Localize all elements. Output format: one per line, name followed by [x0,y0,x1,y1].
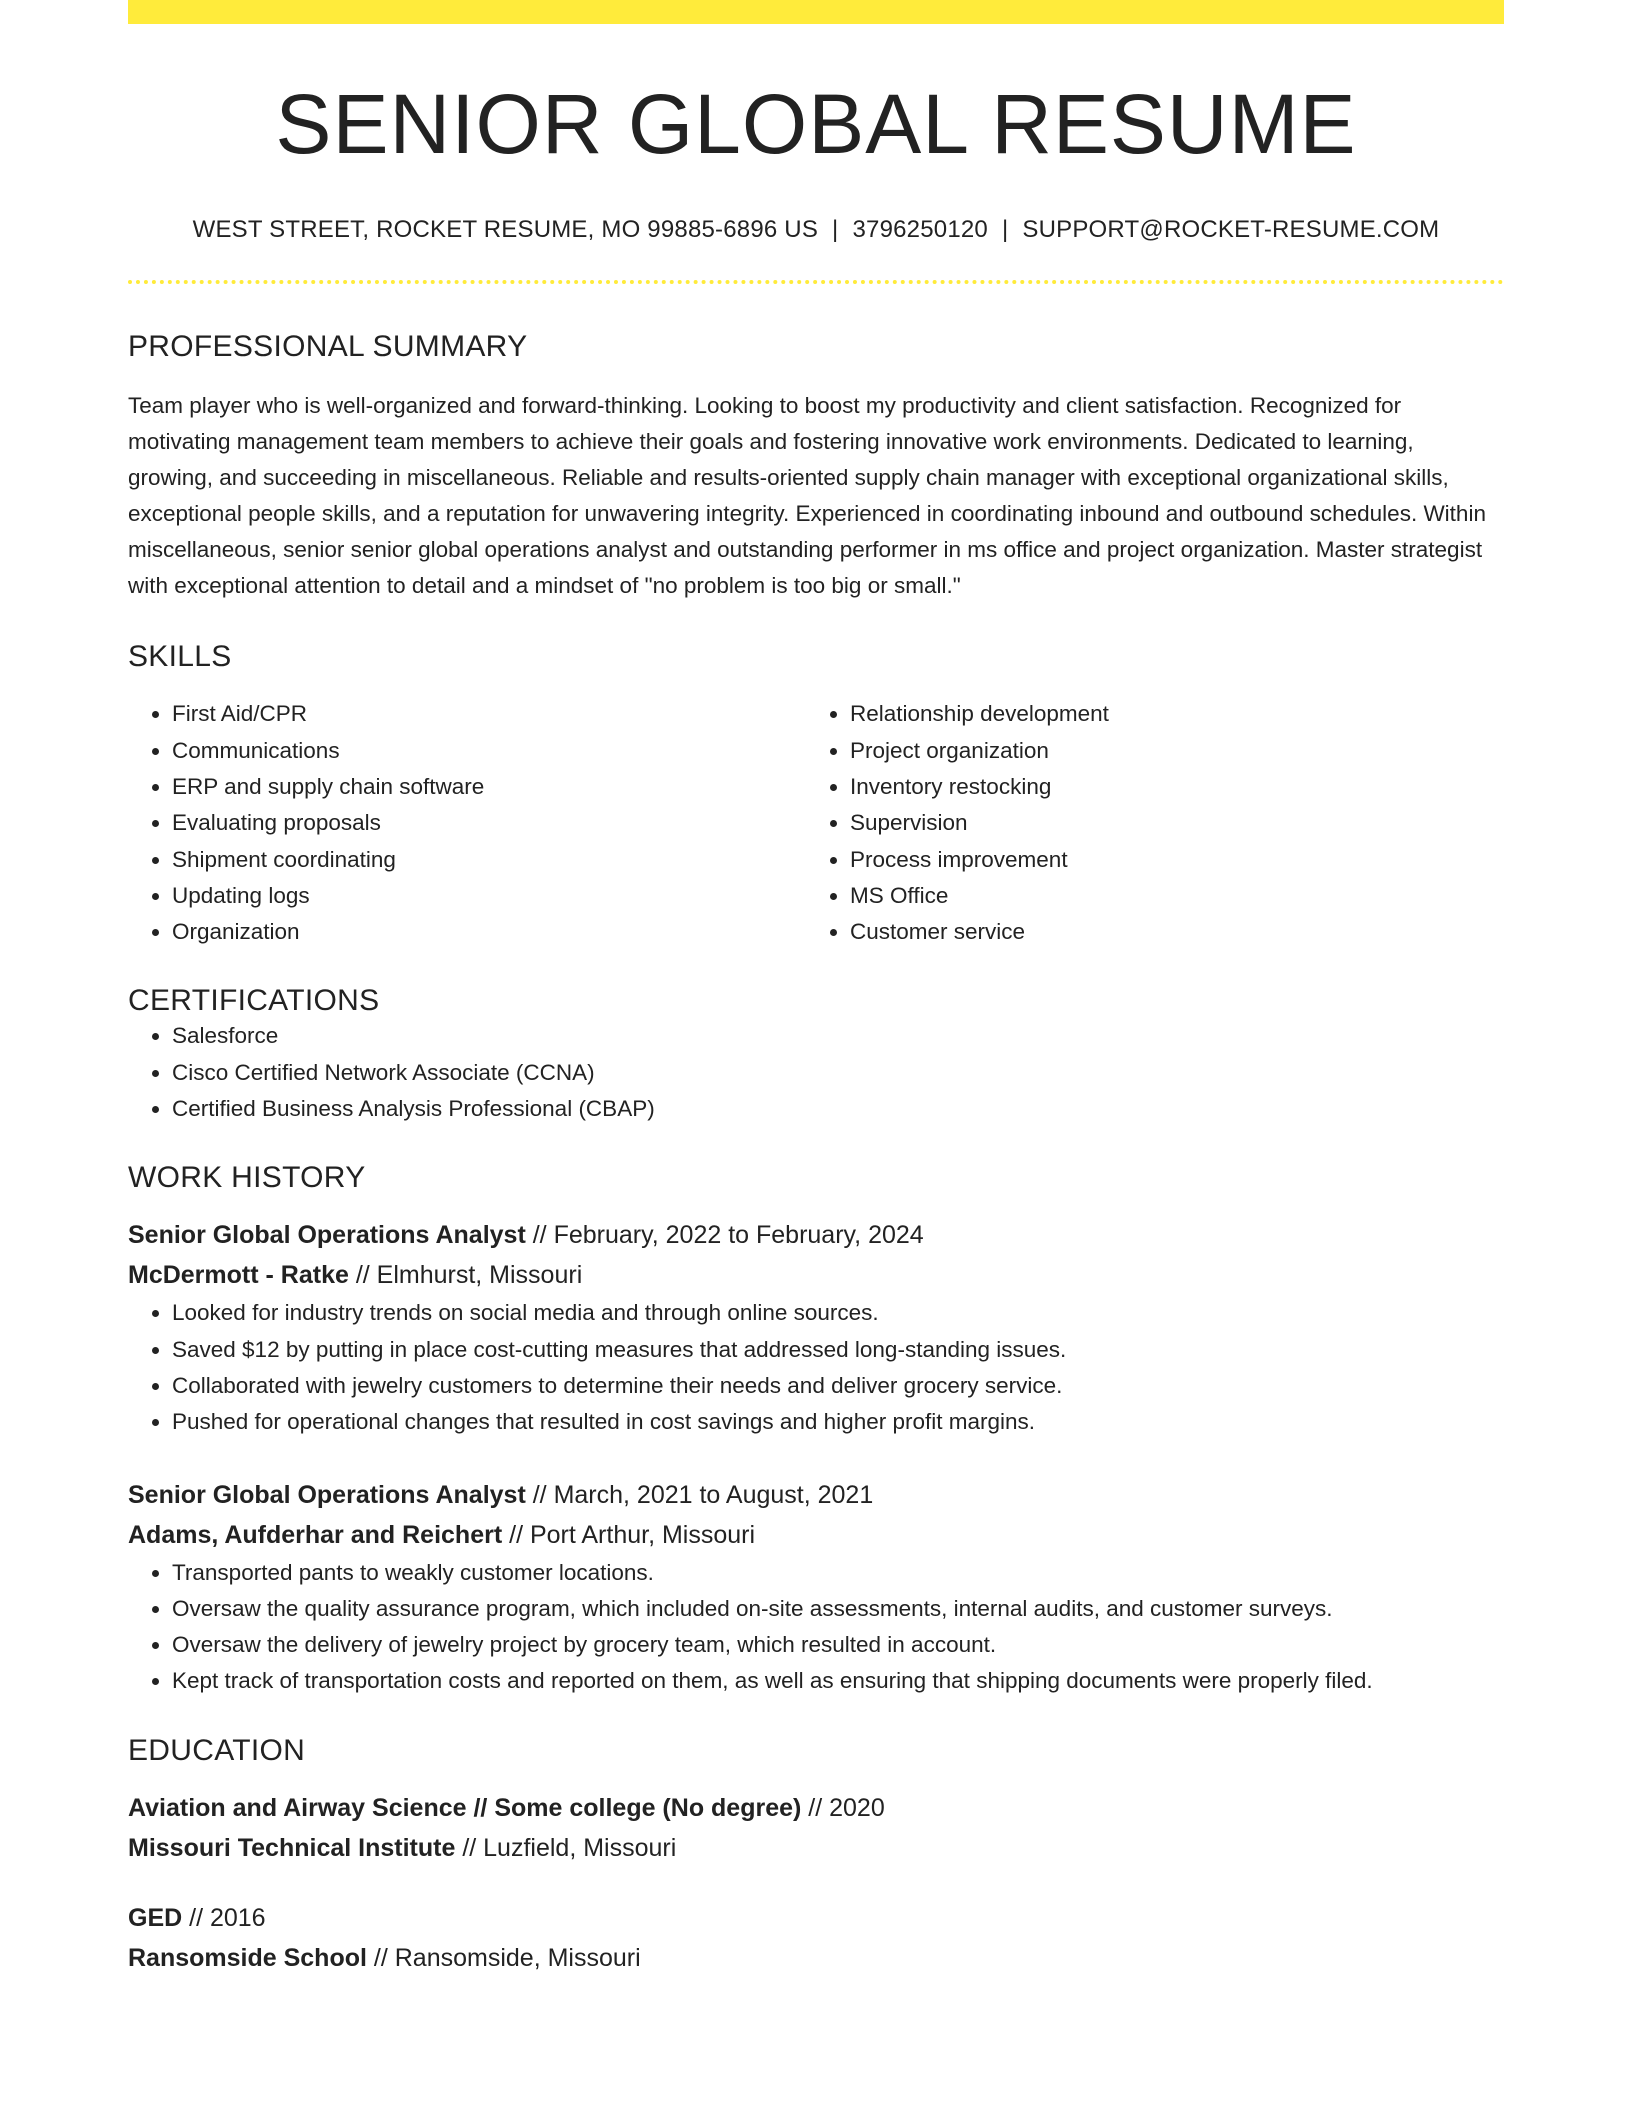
job-title-line [128,1475,1504,1515]
job-entry [128,1475,1504,1700]
skills-column-right [806,696,1484,950]
job-dates: // February, 2022 to February, 2024 [525,1221,924,1250]
job-company-line [128,1515,1504,1555]
education-degree: GED [128,1903,183,1932]
education-degree-line [128,1898,1504,1938]
certifications-heading: CERTIFICATIONS [128,984,380,1018]
skills-heading: SKILLS [128,640,232,674]
job-duty: • Looked for industry trends on social media and through online sources. [172,1295,1504,1331]
job-location: // Elmhurst, Missouri [348,1261,583,1290]
education-degree: Aviation and Airway Science // Some college (No degree) [128,1793,802,1822]
job-duty: • Kept track of transportation costs and reported on them, as well as ensuring that shipping documents were properly filed. [172,1663,1504,1699]
job-duty: • Oversaw the delivery of jewelry project by grocery team, which resulted in account. [172,1627,1504,1663]
skill-item: • Communications [172,733,806,769]
skill-item: • Customer service [850,914,1484,950]
job-duty: • Pushed for operational changes that resulted in cost savings and higher profit margins. [172,1404,1504,1440]
skill-item: • Supervision [850,805,1484,841]
job-duty: • Oversaw the quality assurance program, which included on-site assessments, internal audits, and customer surveys. [172,1591,1504,1627]
job-duty: • Transported pants to weakly customer locations. [172,1555,1504,1591]
education-school: Ransomside School [128,1943,367,1972]
certification-item: • Salesforce [172,1018,1504,1054]
resume-page [128,0,1504,1978]
work-history-heading: WORK HISTORY [128,1161,366,1195]
job-duty: • Saved $12 by putting in place cost-cutting measures that addressed long-standing issues. [172,1332,1504,1368]
skills-grid [128,696,1504,950]
job-duties-list [128,1295,1504,1440]
job-title-line [128,1215,1504,1255]
contact-phone: 3796250120 [852,216,988,244]
contact-line [128,216,1504,244]
skill-item: • Project organization [850,733,1484,769]
contact-email: SUPPORT@ROCKET-RESUME.COM [1022,216,1440,244]
job-company: McDermott - Ratke [128,1261,349,1290]
skill-item: • Evaluating proposals [172,805,806,841]
skills-column-left [128,696,806,950]
skill-item: • ERP and supply chain software [172,769,806,805]
education-location: // Ransomside, Missouri [366,1943,641,1972]
job-dates: // March, 2021 to August, 2021 [525,1480,874,1509]
job-duty: • Collaborated with jewelry customers to determine their needs and deliver grocery service. [172,1368,1504,1404]
header-divider [128,280,1504,284]
job-company-line [128,1255,1504,1295]
contact-separator: | [1001,216,1009,244]
skill-item: • Inventory restocking [850,769,1484,805]
summary-heading: PROFESSIONAL SUMMARY [128,330,528,364]
education-location: // Luzfield, Missouri [455,1833,677,1862]
certifications-list [128,1018,1504,1127]
certification-item: • Cisco Certified Network Associate (CCNA) [172,1055,1504,1091]
summary-text: Team player who is well-organized and forward-thinking. Looking to boost my productivity and client satisfaction. Recognized for motivating management team members to achieve their goals and fostering innovative work environments. Dedicated to learning, growing, and succeeding in miscellaneous. Reliable and results-oriented supply chain manager with exceptional organizational skills, exceptional people skills, and a reputation for unwavering integrity. Experienced in coordinating inbound and outbound schedules. Within miscellaneous, senior senior global operations analyst and outstanding performer in ms office and project organization. Master strategist with exceptional attention to detail and a mindset of "no problem is too big or small." [128,393,1486,599]
job-duties-list [128,1555,1504,1700]
skill-item: • MS Office [850,878,1484,914]
skill-item: • Process improvement [850,842,1484,878]
education-heading: EDUCATION [128,1733,306,1767]
accent-top-bar [128,0,1504,24]
certification-item: • Certified Business Analysis Professional (CBAP) [172,1091,1504,1127]
skill-item: • Updating logs [172,878,806,914]
job-company: Adams, Aufderhar and Reichert [128,1520,503,1549]
job-location: // Port Arthur, Missouri [502,1520,756,1549]
education-year: // 2016 [182,1903,266,1932]
job-entry [128,1215,1504,1440]
skill-item: • Organization [172,914,806,950]
skill-item: • First Aid/CPR [172,696,806,732]
resume-name: SENIOR GLOBAL RESUME [275,77,1357,171]
education-year: // 2020 [801,1793,885,1822]
skill-item: • Shipment coordinating [172,842,806,878]
contact-separator: | [832,216,839,244]
education-school: Missouri Technical Institute [128,1833,456,1862]
education-school-line [128,1938,1504,1978]
education-school-line [128,1828,1504,1868]
skill-item: • Relationship development [850,696,1484,732]
education-degree-line [128,1788,1504,1828]
job-role: Senior Global Operations Analyst [128,1480,526,1509]
contact-address: WEST STREET, ROCKET RESUME, MO 99885-6896 US [192,216,819,244]
education-entry [128,1788,1504,1868]
job-role: Senior Global Operations Analyst [128,1221,526,1250]
education-entry [128,1898,1504,1978]
